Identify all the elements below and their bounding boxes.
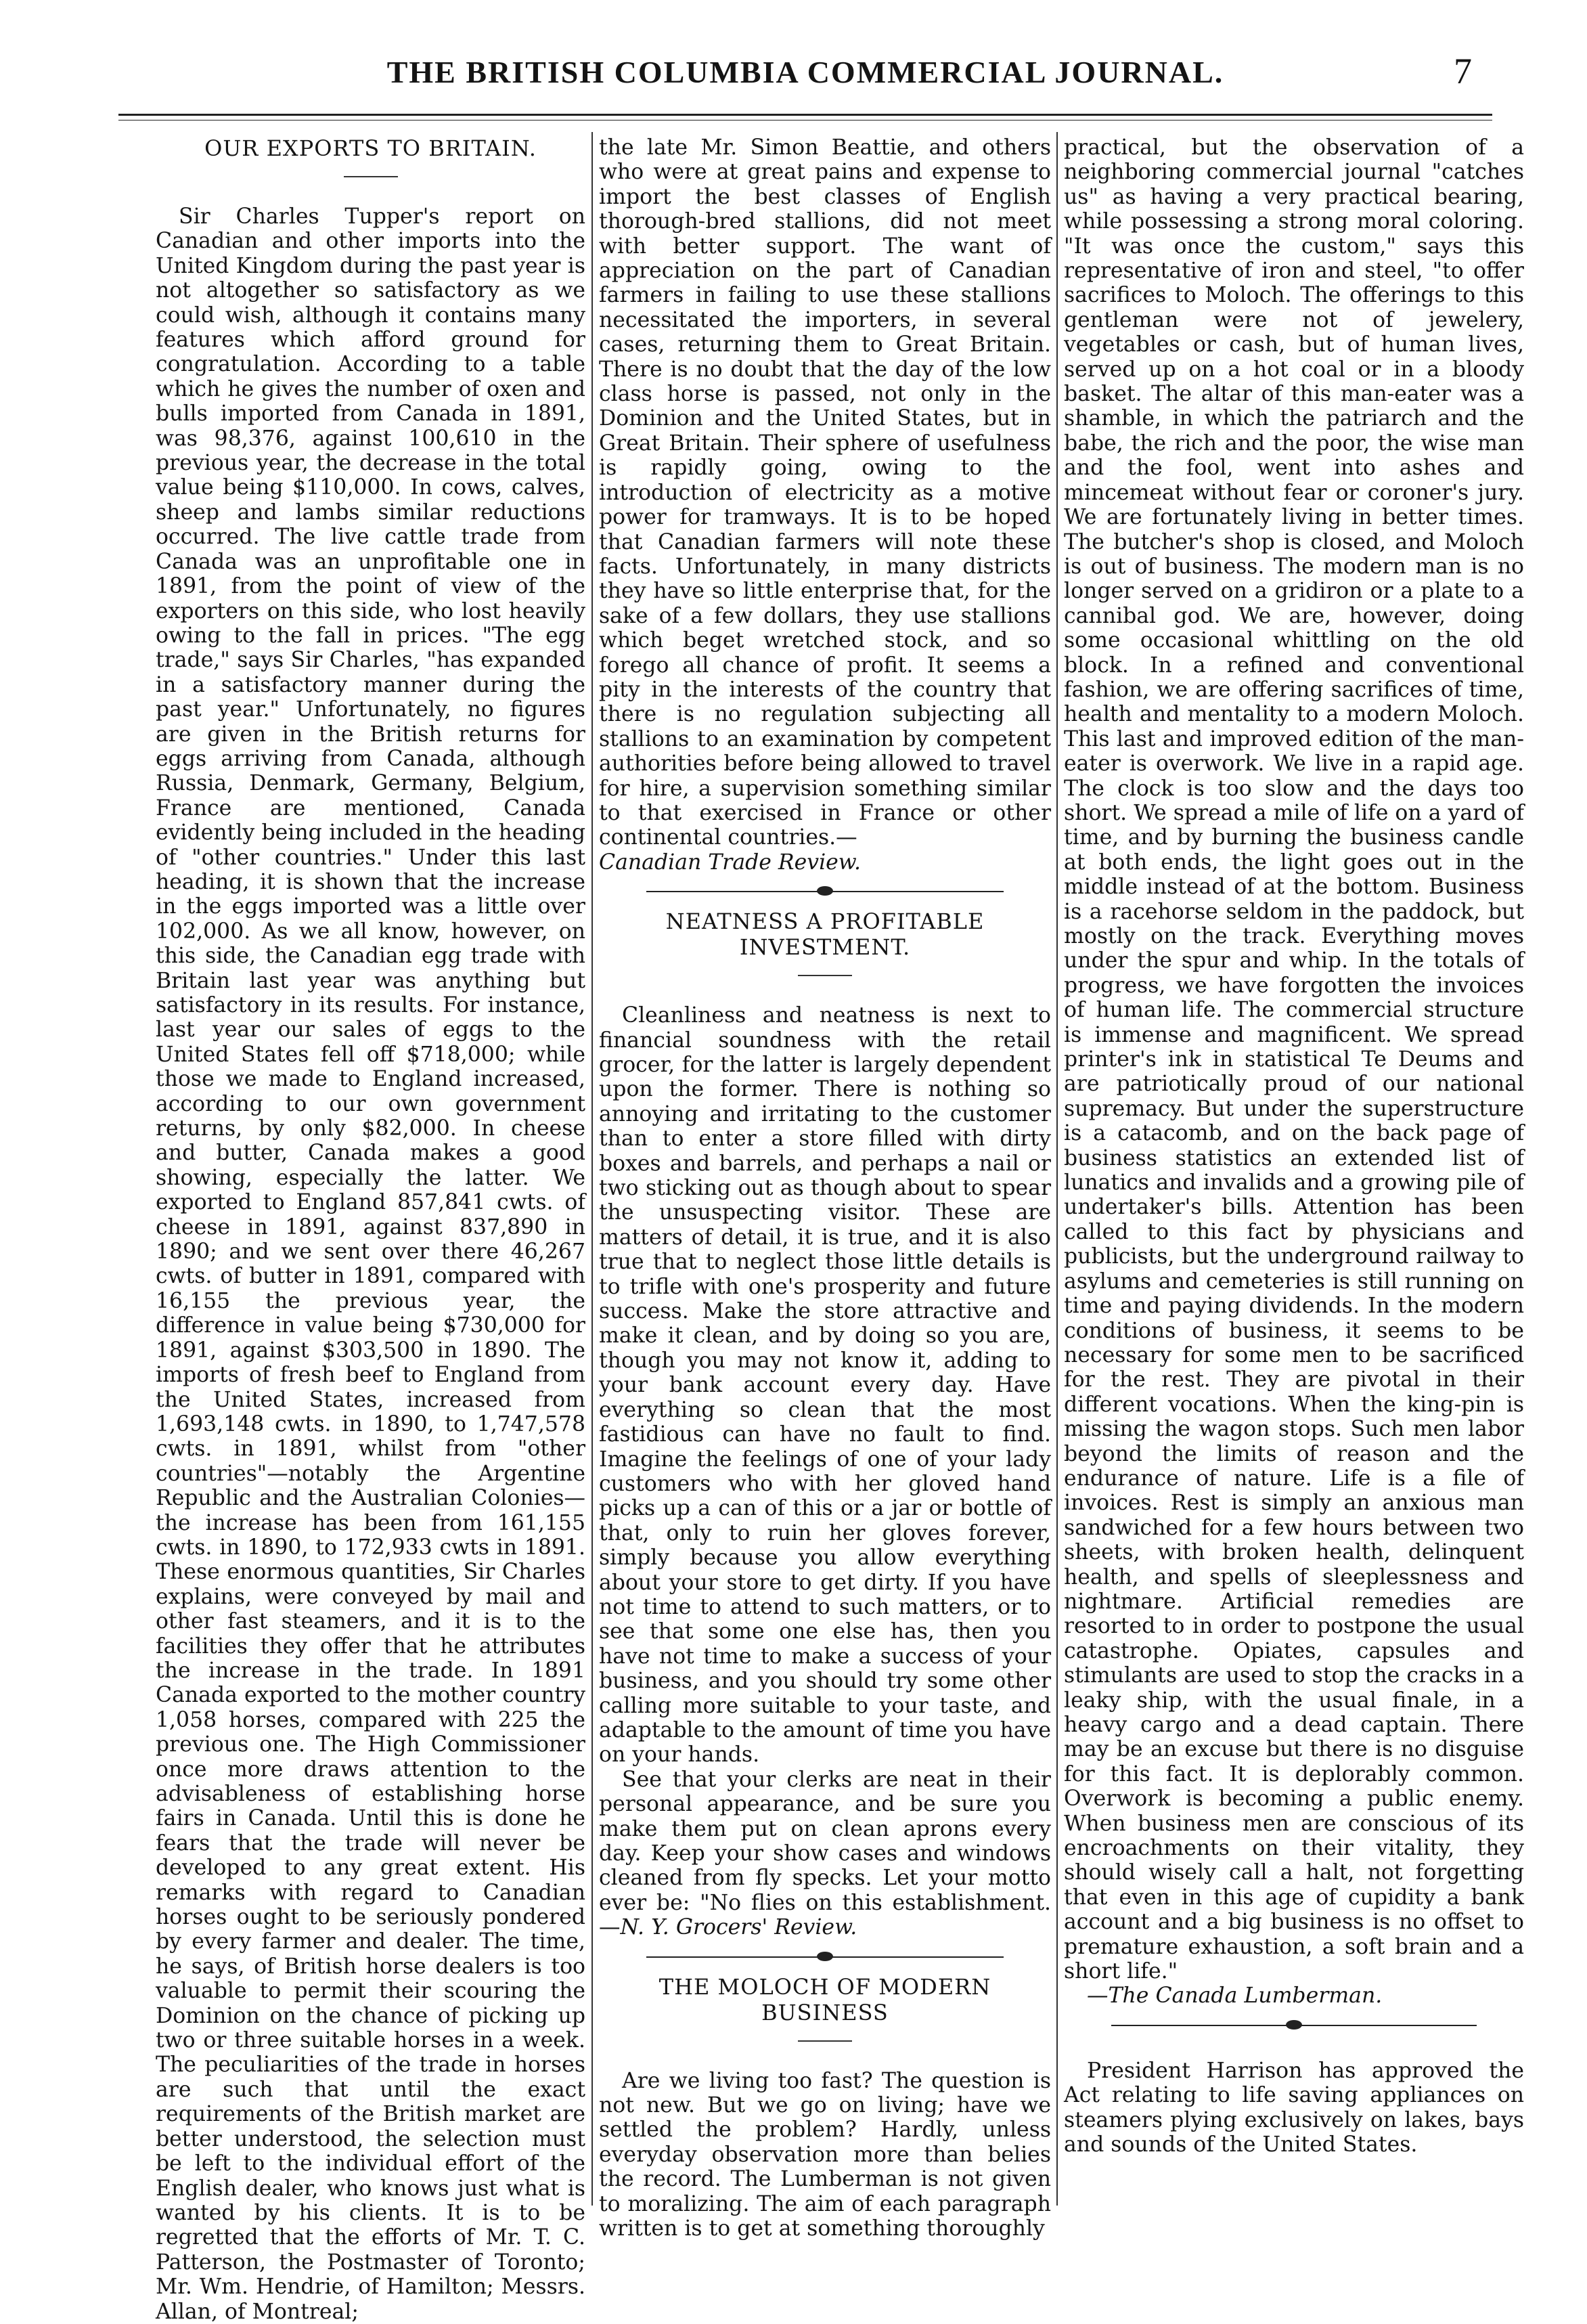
column-2 <box>599 135 1051 2241</box>
column-1 <box>156 135 585 2324</box>
source-canada-lumberman: —The Canada Lumberman. <box>1087 1983 1383 2009</box>
heading-rule <box>798 2040 852 2042</box>
heading-exports-to-britain: OUR EXPORTS TO BRITAIN. <box>204 135 537 161</box>
article-separator <box>1111 2015 1477 2036</box>
neatness-text: See that your clerks are neat in their personal appearance, and be sure you make them put on clean aprons every day. Keep your show cases and windows cleaned from fly specks. Let your motto ever be: "No flies on this establishment.— <box>599 1767 1051 1940</box>
article-moloch-continued: practical, but the observation of a neighboring commercial journal "catches us" as having a very practical bearing, while possessing a strong moral coloring. "It was once the custom," says this representative of iron and steel, "to offer sacrifices to Moloch. The offerings to this gentleman were not of jewelery, vegetables or cash, but of human lives, served up on a hot coal or in a bloody basket. The altar of this man-eater was a shamble, in which the patriarch and the babe, the rich and the poor, the wise man and the fool, went into ashes and mincemeat without fear or coroner's jury. We are fortunately living in better times. The butcher's shop is closed, and Moloch is out of business. The modern man is no longer served on a gridiron or a plate to a cannibal god. We are, however, doing some occasional whittling on the old block. In a refined and conventional fashion, we are offering sacrifices of time, health and mentality to a modern Moloch. This last and improved edition of the man-eater is overwork. We live in a rapid age. The clock is too slow and the days too short. We spread a mile of life on a yard of time, and by burning the business candle at both ends, the light goes out in the middle instead of at the bottom. Business is a racehorse seldom in the paddock, but mostly on the track. Everything moves under the spur and whip. In the totals of progress, we have forgotten the invoices of human life. The commercial structure is immense and magnificent. We spread printer's ink in statistical Te Deums and are patriotically proud of our national supremacy. But under the superstructure is a catacomb, and on the back page of business statistics an extended list of lunatics and invalids and a growing pile of undertaker's bills. Attention has been called to this fact by physicians and publicists, but the underground railway to asylums and cemeteries is still running on time and paying dividends. In the modern conditions of business, it seems to be necessary for some men to be sacrificed for the rest. They are pivotal in their different vocations. When the king-pin is missing the wagon stops. Such men labor beyond the limits of reason and the endurance of nature. Life is a file of invoices. Rest is simply an anxious man sandwiched for a few hours between two sheets, with broken health, delinquent health, and spells of sleeplessness and nightmare. Artificial remedies are resorted to in order to postpone the usual catastrophe. Opiates, capsules and stimulants are used to stop the cracks in a leaky ship, with the usual finale, in a heavy cargo and a dead captain. There may be an excuse but there is no disguise for this fact. It is deplorably common. Overwork is becoming a public enemy. When business men are conscious of its encroachments on their vitality, they should wisely call a halt, not forgetting that even in this age of cupidity a bank account and a big business is no offset to premature exhaustion, a soft brain and a short life." <box>1064 135 1524 1984</box>
journal-title: THE BRITISH COLUMBIA COMMERCIAL JOURNAL. <box>386 55 1224 89</box>
article-exports-continued: the late Mr. Simon Beattie, and others who were at great pains and expense to import the best classes of English thorough-bred stallions, did not meet with better support. The want of appreciation on the part of Canadian farmers in failing to use these stallions necessitated the importers, in several cases, returning them to Great Britain. There is no doubt that the day of the low class horse is passed, not only in the Dominion and the United States, but in Great Britain. Their sphere of usefulness is rapidly going, owing to the introduction of electricity as a motive power for tramways. It is to be hoped that Canadian farmers will note these facts. Unfortunately, in many districts they have so little enterprise that, for the sake of a few dollars, they use stallions which beget wretched stock, and so forego all chance of profit. It seems a pity in the interests of the country that there is no regulation subjecting all stallions to an examination by competent authorities before being allowed to travel for hire, a supervision something similar to that exercised in France or other continental countries.— <box>599 135 1051 850</box>
heading-moloch: THE MOLOCH OF MODERN BUSINESS <box>658 1973 991 2025</box>
column-3 <box>1064 135 1524 2199</box>
source-ny-grocers-review: N. Y. Grocers' Review. <box>620 1915 857 1940</box>
article-exports-body: Sir Charles Tupper's report on Canadian and other imports into the United Kingdom during the past year is not altogether so satisfactory as we could wish, although it contains many features which afford ground for congratulation. According to a table which he gives the number of oxen and bulls imported from Canada in 1891, was 98,376, against 100,610 in the previous year, the decrease in the total value being $110,000. In cows, calves, sheep and lambs similar reductions occurred. The live cattle trade from Canada was an unprofitable one in 1891, from the point of view of the exporters on this side, who lost heavily owing to the fall in prices. "The egg trade," says Sir Charles, "has expanded in a satisfactory manner during the past year." Unfortunately, no figures are given in the British returns for eggs arriving from Canada, although Russia, Denmark, Germany, Belgium, France are mentioned, Canada evidently being included in the heading of "other countries." Under this last heading, it is shown that the increase in the eggs imported was a little over 102,000. As we all know, however, on this side, the Canadian egg trade with Britain last year was anything but satisfactory in its results. For instance, last year our sales of eggs to the United States fell off $718,000; while those we made to England increased, according to our own government returns, by only $82,000. In cheese and butter, Canada makes a good showing, especially the latter. We exported to England 857,841 cwts. of cheese in 1891, against 837,890 in 1890; and we sent over there 46,267 cwts. of butter in 1891, compared with 16,155 the previous year, the difference in value being $730,000 for 1891, against $303,500 in 1890. The imports of fresh beef to England from the United States, increased from 1,693,148 cwts. in 1890, to 1,747,578 cwts. in 1891, whilst from "other countries"—notably the Argentine Republic and the Australian Colonies—the increase has been from 161,155 cwts. in 1890, to 172,933 cwts in 1891. These enormous quantities, Sir Charles explains, were conveyed by mail and other fast steamers, and it is to the facilities they offer that he attributes the increase in the trade. In 1891 Canada exported to the mother country 1,058 horses, compared with 225 the previous one. The High Commissioner once more draws attention to the advisableness of establishing horse fairs in Canada. Until this is done he fears that the trade will never be developed to any great extent. His remarks with regard to Canadian horses ought to be seriously pondered by every farmer and dealer. The time, he says, of British horse dealers is too valuable to permit their scouring the Dominion on the chance of picking up two or three suitable horses in a week. The peculiarities of the trade in horses are such that until the exact requirements of the British market are better understood, the selection must be left to the individual effort of the English dealer, who knows just what is wanted by his clients. It is to be regretted that the efforts of Mr. T. C. Patterson, the Postmaster of Toronto; Mr. Wm. Hendrie, of Hamilton; Messrs. Allan, of Montreal; <box>156 204 585 2324</box>
source-canadian-trade-review: Canadian Trade Review. <box>599 850 862 875</box>
heading-rule <box>344 176 398 177</box>
note-harrison: President Harrison has approved the Act relating to life saving appliances on steamers plying exclusively on lakes, bays and sounds of the United States. <box>1064 2058 1524 2157</box>
page-number: 7 <box>1454 51 1472 91</box>
column-divider-2 <box>1056 132 1058 2206</box>
heading-neatness: NEATNESS A PROFITABLE INVESTMENT. <box>665 908 985 961</box>
article-separator <box>646 1947 1004 1967</box>
heading-rule <box>798 975 852 976</box>
article-moloch-body: Are we living too fast? The question is not new. But we go on living; have we settled the problem? Hardly, unless everyday observation more than belies the record. The Lumberman is not given to moralizing. The aim of each paragraph written is to get at something thoroughly <box>599 2068 1051 2241</box>
article-neatness-body: Cleanliness and neatness is next to financial soundness with the retail grocer, for the latter is largely dependent upon the former. There is nothing so annoying and irritating to the customer than to enter a store filled with dirty boxes and barrels, and perhaps a nail or two sticking out as though about to spear the unsuspecting visitor. These are matters of detail, it is true, and it is also true that to neglect those little details is to trifle with one's prosperity and future success. Make the store attractive and make it clean, and by doing so you are, though you may not know it, adding to your bank account every day. Have everything so clean that the most fastidious can have no fault to find. Imagine the feelings of one of your lady customers who with her gloved hand picks up a can of this or a jar or bottle of that, only to ruin her gloves forever, simply because you allow everything about your store to get dirty. If you have not time to attend to such matters, or to see that some one else has, then you have not time to make a success of your business, and you should try some other calling more suitable to your taste, and adaptable to the amount of time you have on your hands. <box>599 1003 1051 1768</box>
article-neatness-body-2 <box>599 1768 1051 1940</box>
header-rule-top <box>118 114 1492 116</box>
column-divider-1 <box>591 132 593 2206</box>
article-separator <box>646 881 1004 902</box>
page-header <box>118 49 1492 103</box>
